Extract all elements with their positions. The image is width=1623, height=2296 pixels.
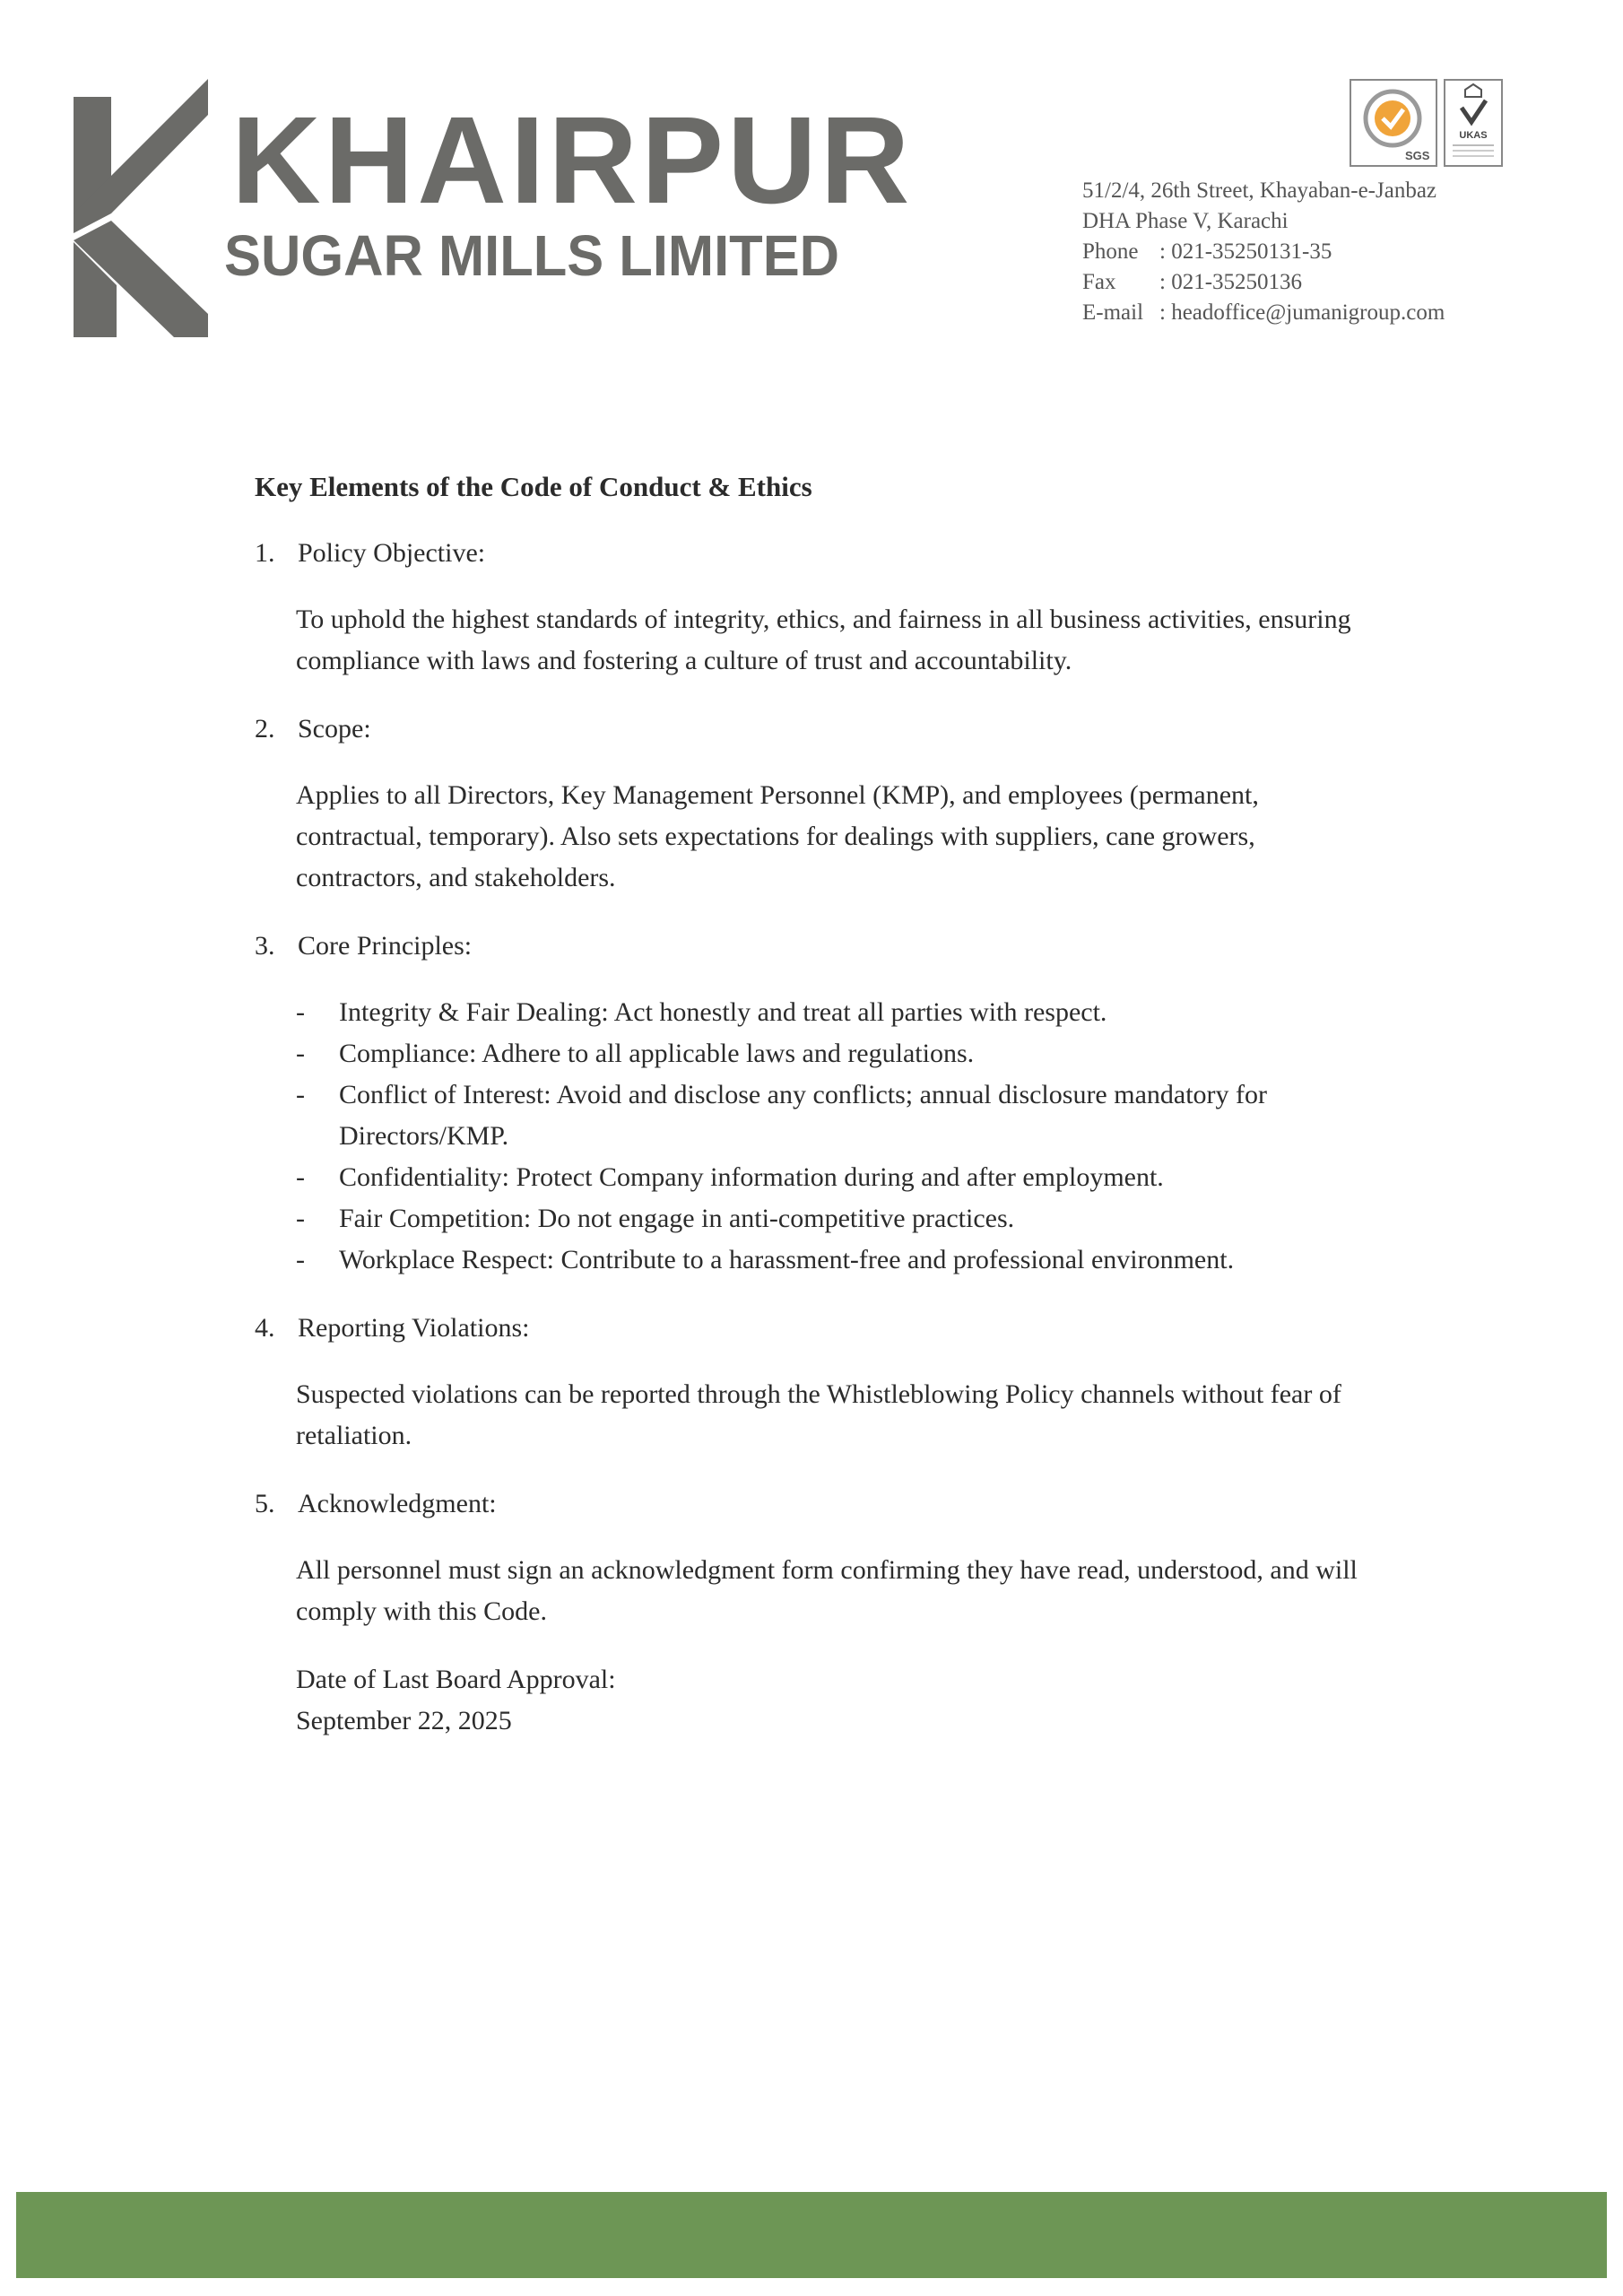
phone-value: : 021-35250131-35 [1159, 239, 1332, 264]
section-number: 1. [255, 538, 275, 568]
section-number: 4. [255, 1313, 275, 1343]
section-acknowledgment [255, 1483, 1384, 1632]
section-text: To uphold the highest standards of integrity, ethics, and fairness in all business activities, ensuring compliance with laws and fostering a culture of trust and accountability. [296, 604, 1351, 675]
section-policy-objective [255, 533, 1384, 682]
list-item: - Workplace Respect: Contribute to a harassment-free and professional environment. [296, 1245, 1235, 1274]
fax-label: Fax [1082, 270, 1116, 294]
approval-date: September 22, 2025 [296, 1706, 512, 1735]
section-heading: Reporting Violations: [298, 1313, 530, 1343]
address-line2: DHA Phase V, Karachi [1082, 209, 1289, 233]
document-body [255, 466, 1384, 1742]
section-number: 5. [255, 1489, 275, 1518]
list-item: - Integrity & Fair Dealing: Act honestly and treat all parties with respect. [296, 997, 1107, 1027]
section-reporting-violations [255, 1308, 1384, 1457]
list-item: - Conflict of Interest: Avoid and disclose any conflicts; annual disclosure mandatory for Directors/KMP. [296, 1080, 1268, 1151]
address-phone [1082, 237, 1445, 267]
approval-label: Date of Last Board Approval: [296, 1665, 616, 1694]
section-number: 3. [255, 931, 275, 961]
company-address [1082, 176, 1445, 328]
section-heading: Acknowledgment: [298, 1489, 497, 1518]
section-heading: Core Principles: [298, 931, 473, 961]
sgs-certification-icon [1350, 79, 1437, 167]
address-line1: 51/2/4, 26th Street, Khayaban-e-Janbaz [1082, 178, 1437, 203]
section-text: Suspected violations can be reported through the Whistleblowing Policy channels without fear of retaliation. [296, 1379, 1341, 1450]
core-principles-list [296, 992, 1384, 1281]
section-heading: Policy Objective: [298, 538, 486, 568]
section-heading: Scope: [298, 714, 371, 744]
company-logo-icon [74, 79, 208, 337]
email-label: E-mail [1082, 300, 1144, 325]
list-item: - Confidentiality: Protect Company information during and after employment. [296, 1162, 1164, 1192]
company-name-line2: SUGAR MILLS LIMITED [224, 223, 840, 288]
company-name-line1: KHAIRPUR [231, 91, 914, 230]
document-title: Key Elements of the Code of Conduct & Ethics [255, 471, 812, 502]
address-fax [1082, 267, 1445, 298]
section-number: 2. [255, 714, 275, 744]
fax-value: : 021-35250136 [1159, 270, 1303, 294]
ukas-label: UKAS [1459, 130, 1488, 141]
list-item: - Fair Competition: Do not engage in anti-competitive practices. [296, 1204, 1015, 1233]
section-text: Applies to all Directors, Key Management Personnel (KMP), and employees (permanent, contractual, temporary). Also sets expectations for dealings with suppliers, cane growers, contractors, and stakeholders. [296, 780, 1259, 892]
sgs-label: SGS [1405, 149, 1430, 162]
section-text: All personnel must sign an acknowledgment form confirming they have read, understood, and will comply with this Code. [296, 1555, 1358, 1626]
address-email [1082, 298, 1445, 328]
phone-label: Phone [1082, 239, 1139, 264]
email-value: : headoffice@jumanigroup.com [1159, 300, 1445, 325]
ukas-certification-icon [1444, 79, 1503, 167]
section-scope [255, 709, 1384, 899]
list-item: - Compliance: Adhere to all applicable laws and regulations. [296, 1039, 975, 1068]
section-core-principles [255, 926, 1384, 1281]
board-approval [296, 1659, 1384, 1742]
footer-bar [16, 2192, 1607, 2278]
